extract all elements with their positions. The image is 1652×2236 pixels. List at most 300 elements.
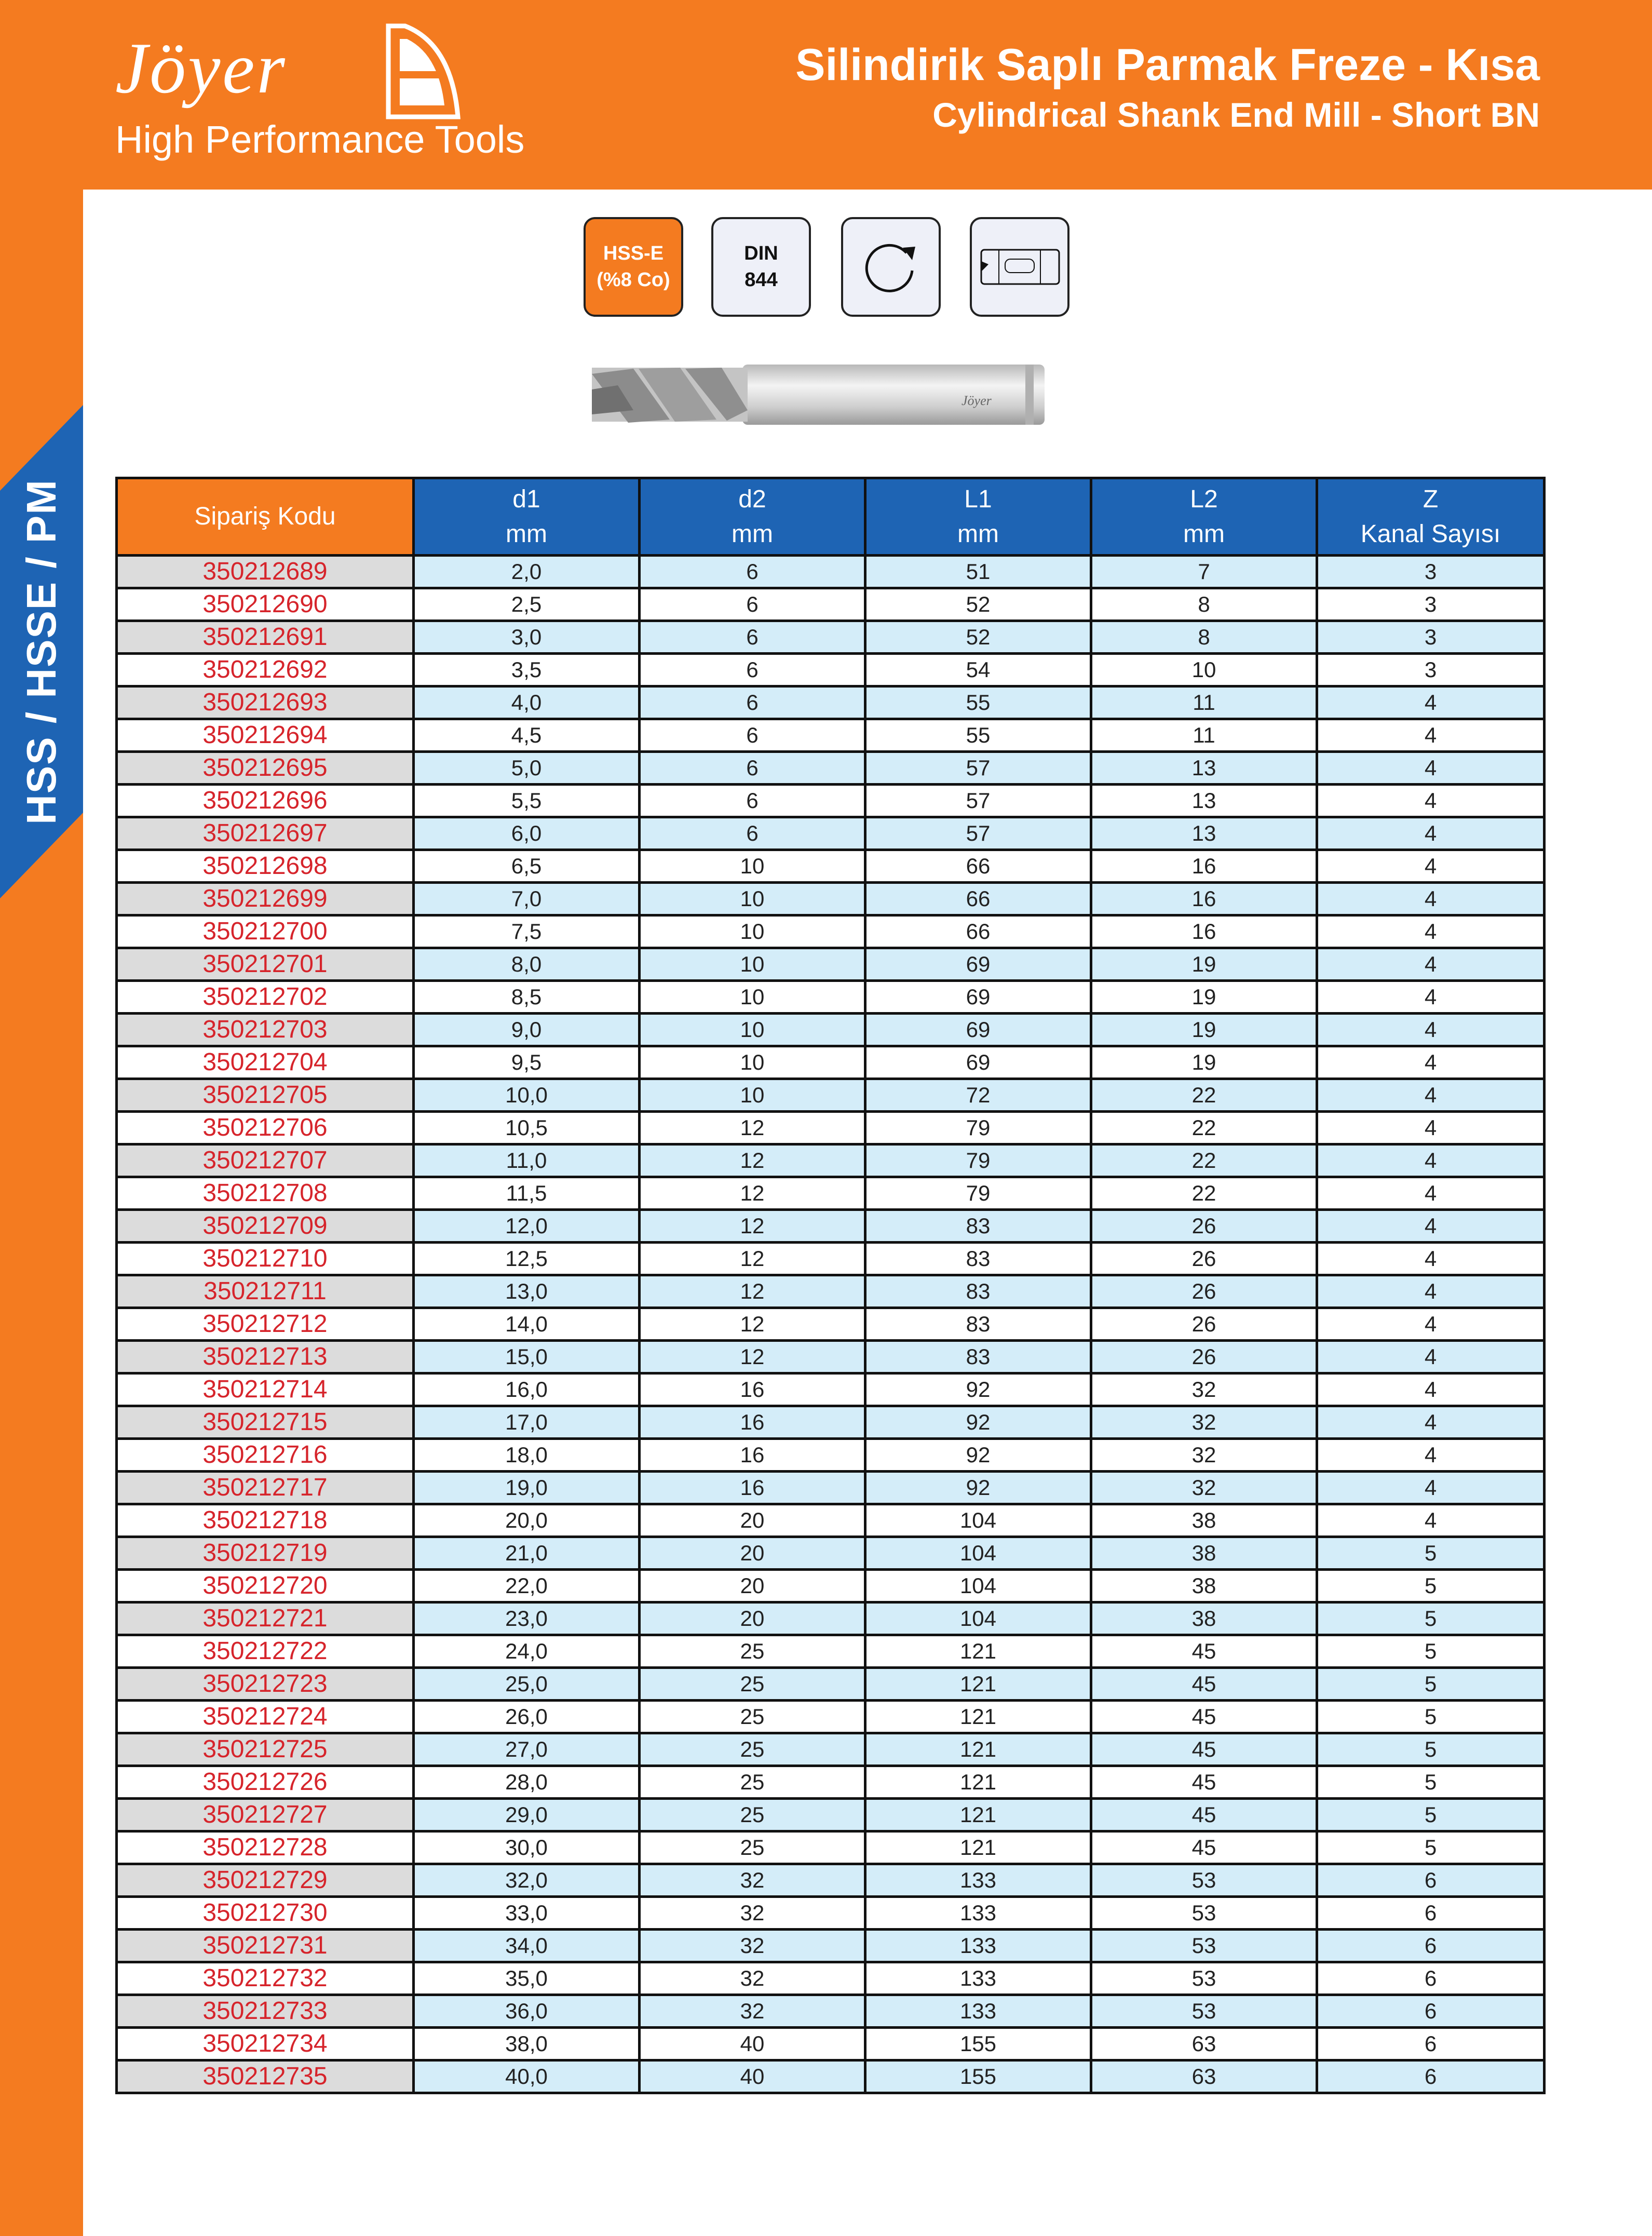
d2-cell: 32 [640,1897,865,1930]
l1-cell: 104 [865,1504,1091,1537]
l2-cell: 63 [1091,2028,1317,2060]
d2-cell: 6 [640,719,865,752]
order-code-cell: 350212728 [117,1831,414,1864]
d2-cell: 10 [640,1046,865,1079]
d1-cell: 32,0 [414,1864,640,1897]
table-row [117,1668,1545,1701]
l2-cell: 53 [1091,1930,1317,1962]
order-code-cell: 350212725 [117,1733,414,1766]
order-code-cell: 350212721 [117,1602,414,1635]
d1-cell: 26,0 [414,1701,640,1733]
l2-cell: 53 [1091,1962,1317,1995]
table-row [117,883,1545,915]
d2-cell: 16 [640,1373,865,1406]
header-unit: Kanal Sayısı [1360,520,1501,548]
flute-count-cell: 4 [1317,948,1545,981]
header-unit: mm [506,520,547,548]
table-row [117,1635,1545,1668]
order-code-cell: 350212695 [117,752,414,785]
l2-cell: 11 [1091,719,1317,752]
din-number: 844 [744,269,778,291]
order-code-cell: 350212694 [117,719,414,752]
l2-cell: 26 [1091,1275,1317,1308]
order-code-cell: 350212708 [117,1177,414,1210]
l2-cell: 53 [1091,1864,1317,1897]
flute-count-cell: 4 [1317,1439,1545,1472]
l2-cell: 22 [1091,1144,1317,1177]
flute-count-cell: 4 [1317,1472,1545,1504]
table-row [117,1831,1545,1864]
order-code-cell: 350212718 [117,1504,414,1537]
l1-cell: 69 [865,981,1091,1014]
order-code-cell: 350212711 [117,1275,414,1308]
header-label: L2 [1190,485,1218,513]
end-mill-spec-table [115,477,1546,2094]
l1-cell: 83 [865,1210,1091,1243]
table-row [117,1308,1545,1341]
flute-count-cell: 4 [1317,883,1545,915]
d2-cell: 25 [640,1766,865,1799]
l2-cell: 10 [1091,654,1317,686]
flute-count-cell: 3 [1317,621,1545,654]
l1-cell: 51 [865,556,1091,588]
table-row [117,1079,1545,1112]
l1-cell: 104 [865,1570,1091,1602]
d2-cell: 6 [640,686,865,719]
table-row [117,1014,1545,1046]
table-row [117,1275,1545,1308]
table-row [117,588,1545,621]
table-row [117,1504,1545,1537]
l2-cell: 53 [1091,1897,1317,1930]
l1-cell: 133 [865,1930,1091,1962]
header-d1 [414,478,640,556]
d2-cell: 10 [640,850,865,883]
flute-count-cell: 5 [1317,1701,1545,1733]
flute-count-cell: 3 [1317,556,1545,588]
table-row [117,1537,1545,1570]
d2-cell: 12 [640,1341,865,1373]
table-row [117,850,1545,883]
order-code-cell: 350212714 [117,1373,414,1406]
l2-cell: 19 [1091,981,1317,1014]
table-row [117,1243,1545,1275]
table-row [117,2060,1545,2093]
rotation-arrow-icon [857,233,925,301]
flute-count-cell: 4 [1317,1079,1545,1112]
d2-cell: 6 [640,588,865,621]
flute-count-cell: 3 [1317,588,1545,621]
table-row [117,1930,1545,1962]
d2-cell: 10 [640,981,865,1014]
l1-cell: 83 [865,1275,1091,1308]
d1-cell: 7,0 [414,883,640,915]
l1-cell: 83 [865,1341,1091,1373]
order-code-cell: 350212701 [117,948,414,981]
order-code-cell: 350212734 [117,2028,414,2060]
flute-count-cell: 4 [1317,686,1545,719]
flute-count-cell: 6 [1317,1962,1545,1995]
d1-cell: 25,0 [414,1668,640,1701]
l2-cell: 63 [1091,2060,1317,2093]
d2-cell: 40 [640,2028,865,2060]
d2-cell: 12 [640,1210,865,1243]
l1-cell: 66 [865,883,1091,915]
d1-cell: 9,5 [414,1046,640,1079]
l1-cell: 92 [865,1373,1091,1406]
l2-cell: 13 [1091,785,1317,817]
flute-count-cell: 4 [1317,1210,1545,1243]
order-code-cell: 350212699 [117,883,414,915]
d1-cell: 20,0 [414,1504,640,1537]
d1-cell: 2,0 [414,556,640,588]
d2-cell: 32 [640,1962,865,1995]
order-code-cell: 350212713 [117,1341,414,1373]
order-code-cell: 350212692 [117,654,414,686]
table-row [117,1439,1545,1472]
table-row [117,1701,1545,1733]
flute-count-cell: 5 [1317,1799,1545,1831]
header-label: L1 [964,485,992,513]
d2-cell: 6 [640,817,865,850]
order-code-cell: 350212724 [117,1701,414,1733]
header-unit: mm [1183,520,1225,548]
l1-cell: 52 [865,621,1091,654]
table-body [117,556,1545,2093]
order-code-cell: 350212706 [117,1112,414,1144]
d1-cell: 24,0 [414,1635,640,1668]
d2-cell: 10 [640,1014,865,1046]
d1-cell: 27,0 [414,1733,640,1766]
d1-cell: 12,0 [414,1210,640,1243]
l1-cell: 83 [865,1308,1091,1341]
d1-cell: 11,5 [414,1177,640,1210]
order-code-cell: 350212702 [117,981,414,1014]
l1-cell: 155 [865,2028,1091,2060]
order-code-cell: 350212697 [117,817,414,850]
flute-count-cell: 5 [1317,1733,1545,1766]
l2-cell: 38 [1091,1504,1317,1537]
page-title-english: Cylindrical Shank End Mill - Short BN [932,96,1540,134]
table-row [117,752,1545,785]
brand-tagline: High Performance Tools [115,118,525,161]
page-title-turkish: Silindirik Saplı Parmak Freze - Kısa [795,40,1540,90]
table-row [117,785,1545,817]
l2-cell: 26 [1091,1210,1317,1243]
flute-count-cell: 4 [1317,915,1545,948]
d2-cell: 20 [640,1602,865,1635]
l2-cell: 45 [1091,1701,1317,1733]
order-code-cell: 350212726 [117,1766,414,1799]
table-row [117,817,1545,850]
d2-cell: 12 [640,1308,865,1341]
l2-cell: 45 [1091,1799,1317,1831]
l1-cell: 104 [865,1602,1091,1635]
order-code-cell: 350212730 [117,1897,414,1930]
table-row [117,1210,1545,1243]
l1-cell: 57 [865,752,1091,785]
flute-count-cell: 6 [1317,1995,1545,2028]
l1-cell: 83 [865,1243,1091,1275]
d2-cell: 32 [640,1930,865,1962]
d1-cell: 40,0 [414,2060,640,2093]
flute-count-cell: 4 [1317,1112,1545,1144]
l1-cell: 121 [865,1799,1091,1831]
l1-cell: 121 [865,1668,1091,1701]
d2-cell: 10 [640,883,865,915]
d1-cell: 33,0 [414,1897,640,1930]
flute-count-cell: 6 [1317,2028,1545,2060]
l2-cell: 22 [1091,1177,1317,1210]
page-header [0,0,1652,190]
order-code-cell: 350212719 [117,1537,414,1570]
d2-cell: 40 [640,2060,865,2093]
l2-cell: 38 [1091,1570,1317,1602]
table-row [117,1373,1545,1406]
l1-cell: 133 [865,1962,1091,1995]
order-code-cell: 350212723 [117,1668,414,1701]
l2-cell: 26 [1091,1308,1317,1341]
d1-cell: 4,5 [414,719,640,752]
table-row [117,1799,1545,1831]
l2-cell: 32 [1091,1406,1317,1439]
order-code-cell: 350212710 [117,1243,414,1275]
l1-cell: 133 [865,1897,1091,1930]
l2-cell: 7 [1091,556,1317,588]
header-unit: mm [732,520,773,548]
l2-cell: 19 [1091,1046,1317,1079]
d1-cell: 23,0 [414,1602,640,1635]
flute-count-cell: 4 [1317,1504,1545,1537]
order-code-cell: 350212691 [117,621,414,654]
l1-cell: 69 [865,1014,1091,1046]
table-row [117,654,1545,686]
d1-cell: 7,5 [414,915,640,948]
d2-cell: 12 [640,1275,865,1308]
l2-cell: 26 [1091,1341,1317,1373]
d2-cell: 25 [640,1733,865,1766]
brand-logo-text: Jöyer [115,28,287,109]
table-row [117,2028,1545,2060]
l1-cell: 133 [865,1864,1091,1897]
order-code-cell: 350212712 [117,1308,414,1341]
flute-count-cell: 5 [1317,1570,1545,1602]
table-row [117,719,1545,752]
d1-cell: 19,0 [414,1472,640,1504]
l2-cell: 26 [1091,1243,1317,1275]
din-standard-badge [711,217,811,317]
l1-cell: 79 [865,1177,1091,1210]
l1-cell: 104 [865,1537,1091,1570]
flute-count-cell: 6 [1317,1930,1545,1962]
l2-cell: 45 [1091,1635,1317,1668]
l2-cell: 45 [1091,1668,1317,1701]
order-code-cell: 350212729 [117,1864,414,1897]
flute-count-cell: 5 [1317,1766,1545,1799]
l2-cell: 32 [1091,1439,1317,1472]
order-code-cell: 350212731 [117,1930,414,1962]
flute-count-cell: 4 [1317,1341,1545,1373]
l1-cell: 155 [865,2060,1091,2093]
order-code-cell: 350212700 [117,915,414,948]
l1-cell: 66 [865,915,1091,948]
header-d2 [640,478,865,556]
d2-cell: 12 [640,1177,865,1210]
flute-count-cell: 5 [1317,1635,1545,1668]
order-code-cell: 350212735 [117,2060,414,2093]
l2-cell: 32 [1091,1373,1317,1406]
header-label: d1 [512,485,540,513]
d2-cell: 10 [640,915,865,948]
d1-cell: 34,0 [414,1930,640,1962]
l2-cell: 8 [1091,588,1317,621]
din-label: DIN [744,242,778,264]
l1-cell: 52 [865,588,1091,621]
l1-cell: 72 [865,1079,1091,1112]
d2-cell: 25 [640,1799,865,1831]
flute-count-cell: 4 [1317,1406,1545,1439]
order-code-cell: 350212715 [117,1406,414,1439]
d2-cell: 6 [640,654,865,686]
d1-cell: 15,0 [414,1341,640,1373]
header-order-code [117,478,414,556]
l2-cell: 16 [1091,883,1317,915]
header-l2 [1091,478,1317,556]
d1-cell: 13,0 [414,1275,640,1308]
order-code-cell: 350212733 [117,1995,414,2028]
order-code-cell: 350212709 [117,1210,414,1243]
d2-cell: 20 [640,1537,865,1570]
l2-cell: 13 [1091,752,1317,785]
order-code-cell: 350212690 [117,588,414,621]
table-row [117,981,1545,1014]
order-code-cell: 350212693 [117,686,414,719]
d2-cell: 12 [640,1144,865,1177]
header-label: Sipariş Kodu [194,503,336,531]
cylindrical-shank-icon [978,238,1061,295]
flute-count-cell: 5 [1317,1668,1545,1701]
flute-count-cell: 5 [1317,1537,1545,1570]
l1-cell: 54 [865,654,1091,686]
flute-count-cell: 4 [1317,1046,1545,1079]
d2-cell: 6 [640,785,865,817]
l2-cell: 13 [1091,817,1317,850]
d1-cell: 35,0 [414,1962,640,1995]
order-code-cell: 350212732 [117,1962,414,1995]
d1-cell: 14,0 [414,1308,640,1341]
d1-cell: 38,0 [414,2028,640,2060]
table-row [117,1602,1545,1635]
flute-count-cell: 6 [1317,1897,1545,1930]
l2-cell: 22 [1091,1079,1317,1112]
flute-count-cell: 4 [1317,1177,1545,1210]
table-row [117,1144,1545,1177]
d1-cell: 10,5 [414,1112,640,1144]
l1-cell: 55 [865,686,1091,719]
table-row [117,621,1545,654]
table-row [117,1406,1545,1439]
cobalt-content-label: (%8 Co) [597,269,670,291]
l1-cell: 121 [865,1766,1091,1799]
d2-cell: 10 [640,1079,865,1112]
tool-engraving: Jöyer [962,393,992,408]
flute-count-cell: 6 [1317,1864,1545,1897]
l1-cell: 121 [865,1701,1091,1733]
order-code-cell: 350212689 [117,556,414,588]
d1-cell: 28,0 [414,1766,640,1799]
table-row [117,556,1545,588]
table-row [117,1995,1545,2028]
flute-count-cell: 4 [1317,1014,1545,1046]
table-row [117,1046,1545,1079]
d2-cell: 25 [640,1668,865,1701]
d2-cell: 12 [640,1112,865,1144]
d1-cell: 12,5 [414,1243,640,1275]
d2-cell: 6 [640,621,865,654]
material-label: HSS-E [603,242,664,264]
table-row [117,1962,1545,1995]
table-row [117,1897,1545,1930]
l2-cell: 45 [1091,1766,1317,1799]
order-code-cell: 350212722 [117,1635,414,1668]
header-l1 [865,478,1091,556]
l2-cell: 38 [1091,1602,1317,1635]
d2-cell: 32 [640,1995,865,2028]
l2-cell: 19 [1091,948,1317,981]
l1-cell: 79 [865,1112,1091,1144]
l1-cell: 69 [865,948,1091,981]
flute-count-cell: 3 [1317,654,1545,686]
l1-cell: 57 [865,817,1091,850]
d1-cell: 22,0 [414,1570,640,1602]
brand-logo-icon [384,23,462,122]
table-row [117,1733,1545,1766]
table-row [117,686,1545,719]
flute-count-cell: 6 [1317,2060,1545,2093]
l1-cell: 121 [865,1831,1091,1864]
d1-cell: 11,0 [414,1144,640,1177]
l2-cell: 38 [1091,1537,1317,1570]
flute-count-cell: 4 [1317,1373,1545,1406]
table-row [117,1112,1545,1144]
l1-cell: 92 [865,1472,1091,1504]
header-flute-count [1317,478,1545,556]
d1-cell: 5,0 [414,752,640,785]
rotation-direction-badge [841,217,941,317]
order-code-cell: 350212716 [117,1439,414,1472]
flute-count-cell: 4 [1317,817,1545,850]
flute-count-cell: 4 [1317,1243,1545,1275]
d1-cell: 29,0 [414,1799,640,1831]
table-row [117,1766,1545,1799]
table-row [117,948,1545,981]
order-code-cell: 350212727 [117,1799,414,1831]
d1-cell: 8,0 [414,948,640,981]
d1-cell: 6,0 [414,817,640,850]
d2-cell: 32 [640,1864,865,1897]
d1-cell: 17,0 [414,1406,640,1439]
d2-cell: 20 [640,1504,865,1537]
l2-cell: 45 [1091,1831,1317,1864]
d1-cell: 16,0 [414,1373,640,1406]
flute-count-cell: 5 [1317,1602,1545,1635]
side-category-label: HSS / HSSE / PM [18,479,64,825]
l2-cell: 11 [1091,686,1317,719]
d1-cell: 2,5 [414,588,640,621]
table-row [117,1472,1545,1504]
flute-count-cell: 4 [1317,752,1545,785]
l1-cell: 69 [865,1046,1091,1079]
